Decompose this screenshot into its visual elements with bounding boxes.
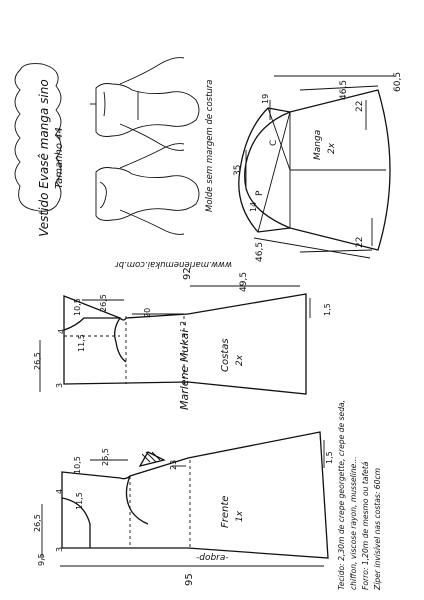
back-m-105: 10,5 xyxy=(73,298,82,316)
front-m-4: 4 xyxy=(55,488,64,494)
front-pattern xyxy=(42,432,328,566)
dress-sketch-front xyxy=(96,144,199,235)
size-text: Tamanho 44 xyxy=(54,127,65,189)
back-m-265-side: 26,5 xyxy=(33,352,42,370)
front-m-23: 23 xyxy=(169,459,178,470)
title-block xyxy=(37,79,65,236)
back-m-20: 20 xyxy=(143,307,152,318)
back-m-3: 3 xyxy=(55,382,64,388)
front-m-265-top: 26,5 xyxy=(101,448,110,466)
notes-line-4: Zíper invisível nas costas: 60cm xyxy=(373,467,382,590)
sleeve-m-22-bottom: 22 xyxy=(355,236,365,248)
signature: Marlene Mukai xyxy=(178,329,191,410)
dress-sketch-back xyxy=(90,58,199,151)
front-m-265-side: 26,5 xyxy=(33,514,42,532)
sleeve-m-14: 14 xyxy=(249,201,258,212)
back-m-15: 1,5 xyxy=(323,303,332,316)
sleeve-piece-name: Manga xyxy=(313,129,323,160)
sleeve-label-c: C xyxy=(269,139,279,146)
front-m-105: 10,5 xyxy=(73,456,82,474)
front-piece-count: 1x xyxy=(235,510,245,522)
sleeve-m-605: 60,5 xyxy=(393,71,403,92)
sleeve-m-19: 19 xyxy=(261,93,270,104)
back-m-4: 4 xyxy=(57,328,66,334)
sleeve-piece-count: 2x xyxy=(327,142,337,154)
sleeve-m-35: 35 xyxy=(233,164,243,176)
sleeve-label: Molde sem margem de costura xyxy=(205,79,215,212)
front-piece-name: Frente xyxy=(220,495,231,528)
notes-line-1: Tecido: 2,30m de crepe georgette, crepe de seda, xyxy=(337,399,346,590)
sleeve-m-22-top: 22 xyxy=(355,100,365,112)
front-m-95: 95 xyxy=(184,573,195,586)
front-m-115: 11,5 xyxy=(75,492,84,510)
back-m-2: 2 xyxy=(179,320,188,326)
sleeve-m-465-bottom: 46,5 xyxy=(255,241,265,262)
front-m-3: 3 xyxy=(55,546,64,552)
sleeve-m-465-top: 46,5 xyxy=(339,79,349,100)
back-piece-count: 2x xyxy=(235,354,245,366)
front-fold-label: -dobra- xyxy=(196,553,229,563)
notes-line-3: Forro: 1,20m de mesmo ou tafetá xyxy=(361,461,370,590)
back-m-495: 49,5 xyxy=(239,271,249,292)
front-m-15: 1,5 xyxy=(325,451,334,464)
back-m-265-top: 26,5 xyxy=(99,294,108,312)
back-piece-name: Costas xyxy=(220,338,231,372)
fabric-notes xyxy=(337,400,382,591)
front-m-95-small: 9,5 xyxy=(37,553,46,566)
back-m-115: 11,5 xyxy=(77,334,86,352)
sleeve-label-p: P xyxy=(255,190,265,196)
website-text: www.marlenemukai.com.br xyxy=(115,259,232,269)
notes-line-2: chiffon, viscose rayon, musseline... xyxy=(349,456,358,590)
back-m-92: 92 xyxy=(182,267,193,280)
title-text: Vestido Evasê manga sino xyxy=(37,79,51,237)
